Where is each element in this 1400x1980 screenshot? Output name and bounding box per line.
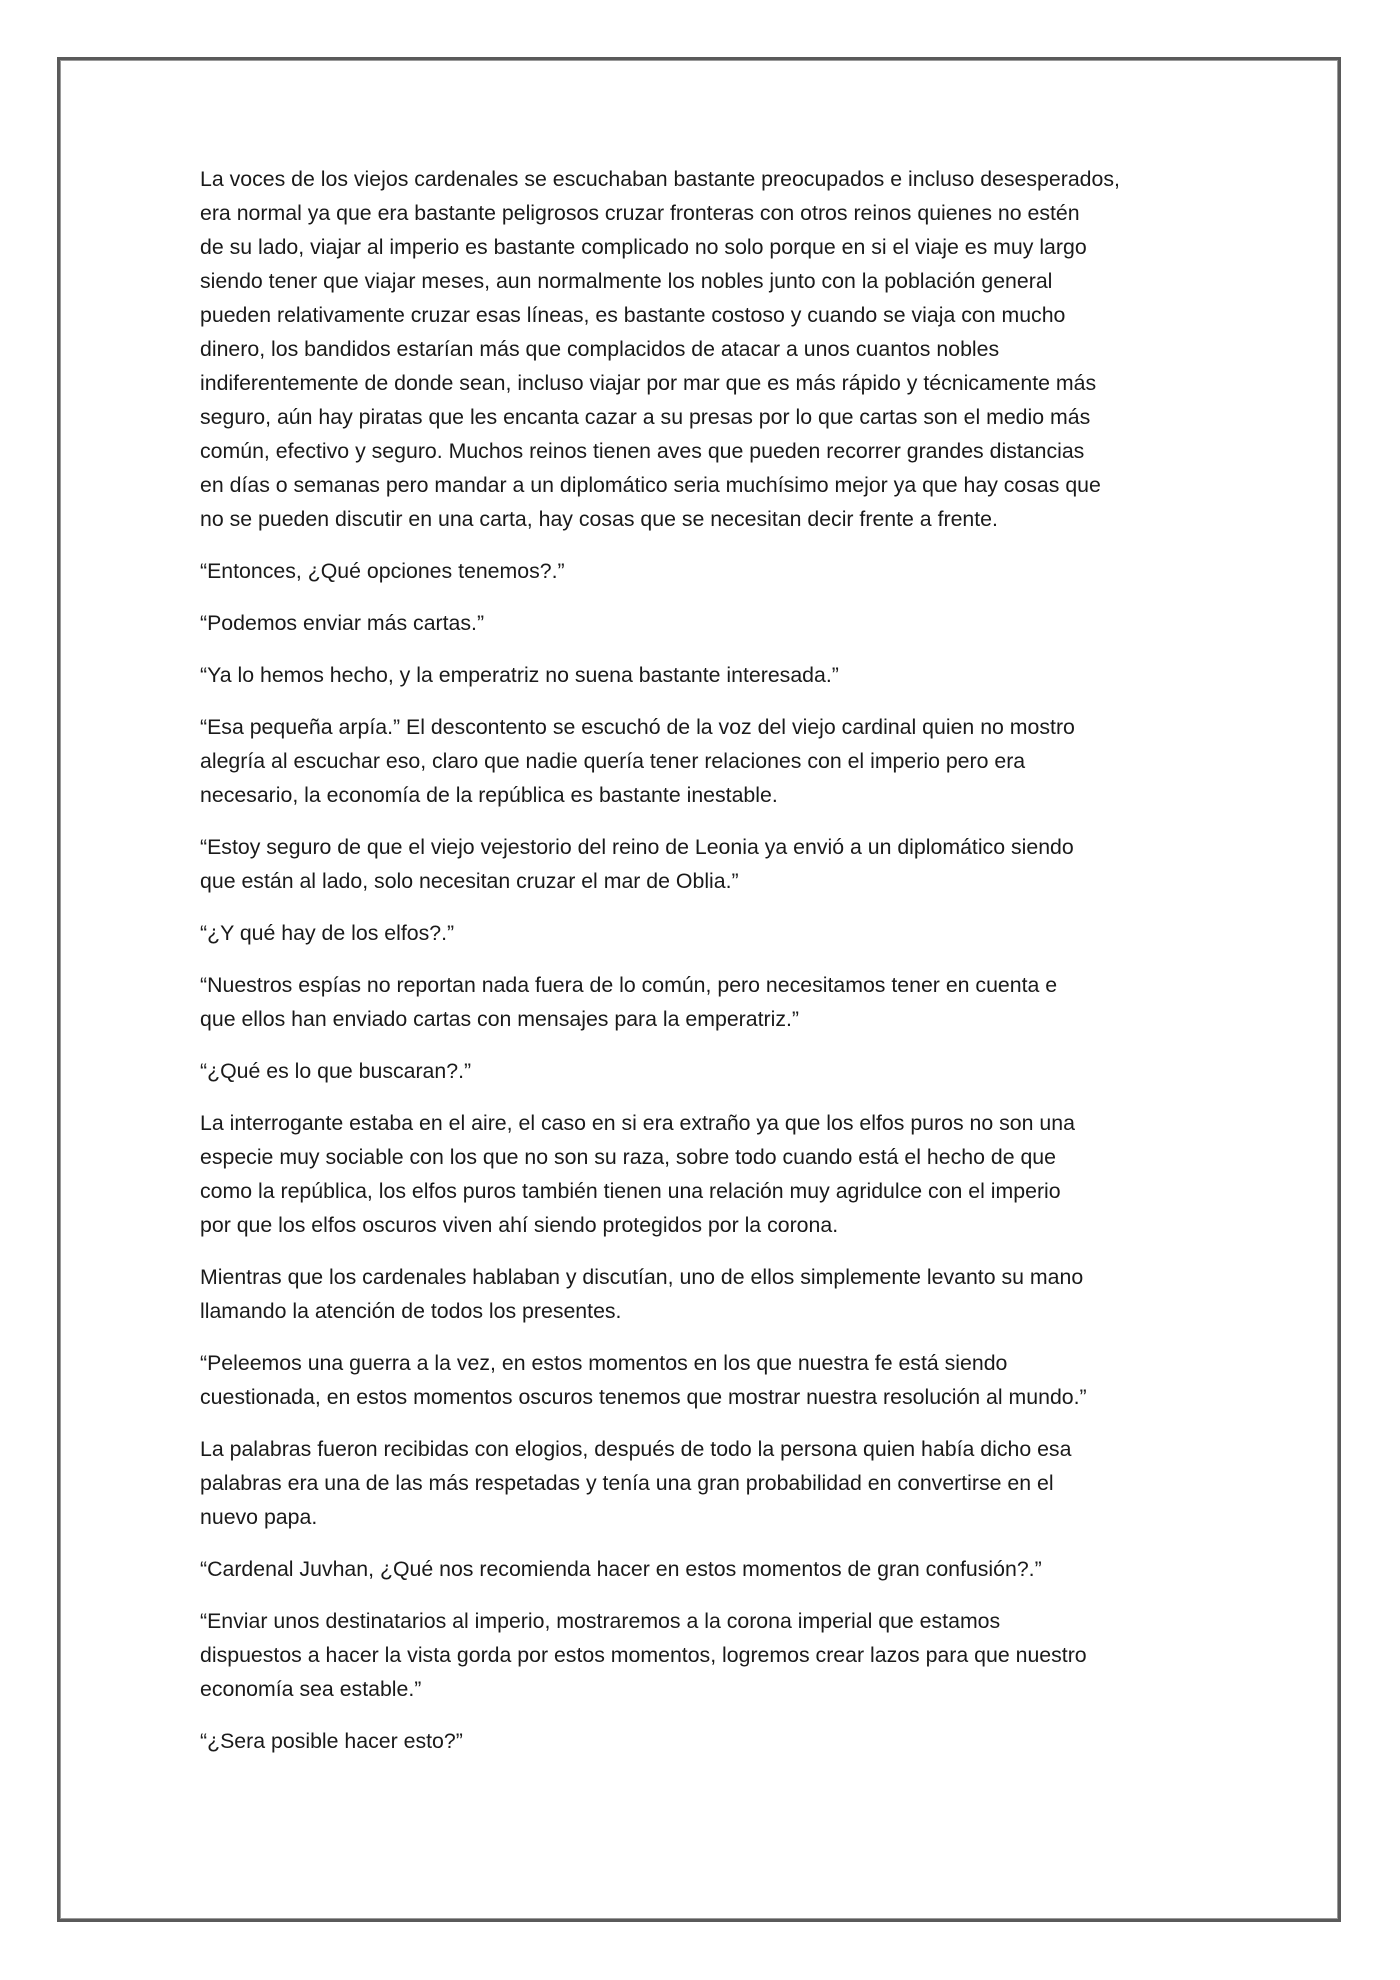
text-line: siendo tener que viajar meses, aun normalmente los nobles junto con la población general [200,269,1053,293]
text-line: dinero, los bandidos estarían más que complacidos de atacar a unos cuantos nobles [200,337,1000,361]
text-line: indiferentemente de donde sean, incluso viajar por mar que es más rápido y técnicamente más [200,371,1097,395]
text-line: “¿Sera posible hacer esto?” [200,1729,463,1753]
text-line: común, efectivo y seguro. Muchos reinos tienen aves que pueden recorrer grandes distancias [200,439,1085,463]
text-line: era normal ya que era bastante peligrosos cruzar fronteras con otros reinos quienes no estén [200,201,1080,225]
paragraph [200,830,1202,898]
text-line: en días o semanas pero mandar a un diplomático seria muchísimo mejor ya que hay cosas que [200,473,1101,497]
text-line: llamando la atención de todos los presentes. [200,1299,622,1323]
text-line: economía sea estable.” [200,1677,422,1701]
paragraph [200,554,1202,588]
text-line: “¿Y qué hay de los elfos?.” [200,921,455,945]
paragraph [200,606,1202,640]
text-line: que ellos han enviado cartas con mensajes para la emperatriz.” [200,1007,800,1031]
document-body [200,162,1202,1776]
text-line: por que los elfos oscuros viven ahí siendo protegidos por la corona. [200,1213,839,1237]
paragraph [200,1724,1202,1758]
text-line: como la república, los elfos puros también tienen una relación muy agridulce con el imperio [200,1179,1061,1203]
text-line: La interrogante estaba en el aire, el caso en si era extraño ya que los elfos puros no son una [200,1111,1075,1135]
text-line: Mientras que los cardenales hablaban y discutían, uno de ellos simplemente levanto su mano [200,1265,1084,1289]
text-line: “Estoy seguro de que el viejo vejestorio del reino de Leonia ya envió a un diplomático siendo [200,835,1074,859]
paragraph [200,1552,1202,1586]
text-line: “Ya lo hemos hecho, y la emperatriz no suena bastante interesada.” [200,663,839,687]
text-line: pueden relativamente cruzar esas líneas, es bastante costoso y cuando se viaja con mucho [200,303,1066,327]
paragraph [200,916,1202,950]
text-line: “¿Qué es lo que buscaran?.” [200,1059,472,1083]
paragraph [200,1260,1202,1328]
paragraph [200,658,1202,692]
text-line: no se pueden discutir en una carta, hay cosas que se necesitan decir frente a frente. [200,507,998,531]
text-line: nuevo papa. [200,1505,318,1529]
text-line: “Enviar unos destinatarios al imperio, mostraremos a la corona imperial que estamos [200,1609,1001,1633]
text-line: “Esa pequeña arpía.” El descontento se escuchó de la voz del viejo cardinal quien no mostro [200,715,1075,739]
text-line: especie muy sociable con los que no son su raza, sobre todo cuando está el hecho de que [200,1145,1056,1169]
paragraph [200,1346,1202,1414]
text-line: necesario, la economía de la república es bastante inestable. [200,783,778,807]
text-line: “Podemos enviar más cartas.” [200,611,485,635]
text-line: La palabras fueron recibidas con elogios, después de todo la persona quien había dicho esa [200,1437,1072,1461]
paragraph [200,1604,1202,1706]
text-line: “Nuestros espías no reportan nada fuera de lo común, pero necesitamos tener en cuenta e [200,973,1058,997]
paragraph [200,1054,1202,1088]
text-line: “Entonces, ¿Qué opciones tenemos?.” [200,559,565,583]
text-line: seguro, aún hay piratas que les encanta cazar a su presas por lo que cartas son el medio más [200,405,1091,429]
text-line: La voces de los viejos cardenales se escuchaban bastante preocupados e incluso desesperados, [200,167,1120,191]
paragraph [200,162,1202,536]
paragraph [200,1432,1202,1534]
text-line: “Cardenal Juvhan, ¿Qué nos recomienda hacer en estos momentos de gran confusión?.” [200,1557,1042,1581]
text-line: palabras era una de las más respetadas y tenía una gran probabilidad en convertirse en el [200,1471,1054,1495]
text-line: que están al lado, solo necesitan cruzar el mar de Oblia.” [200,869,739,893]
text-line: alegría al escuchar eso, claro que nadie quería tener relaciones con el imperio pero era [200,749,1026,773]
text-line: dispuestos a hacer la vista gorda por estos momentos, logremos crear lazos para que nuestro [200,1643,1087,1667]
paragraph [200,710,1202,812]
text-line: “Peleemos una guerra a la vez, en estos momentos en los que nuestra fe está siendo [200,1351,1008,1375]
text-line: cuestionada, en estos momentos oscuros tenemos que mostrar nuestra resolución al mundo.” [200,1385,1087,1409]
paragraph [200,1106,1202,1242]
text-line: de su lado, viajar al imperio es bastante complicado no solo porque en si el viaje es muy largo [200,235,1087,259]
paragraph [200,968,1202,1036]
